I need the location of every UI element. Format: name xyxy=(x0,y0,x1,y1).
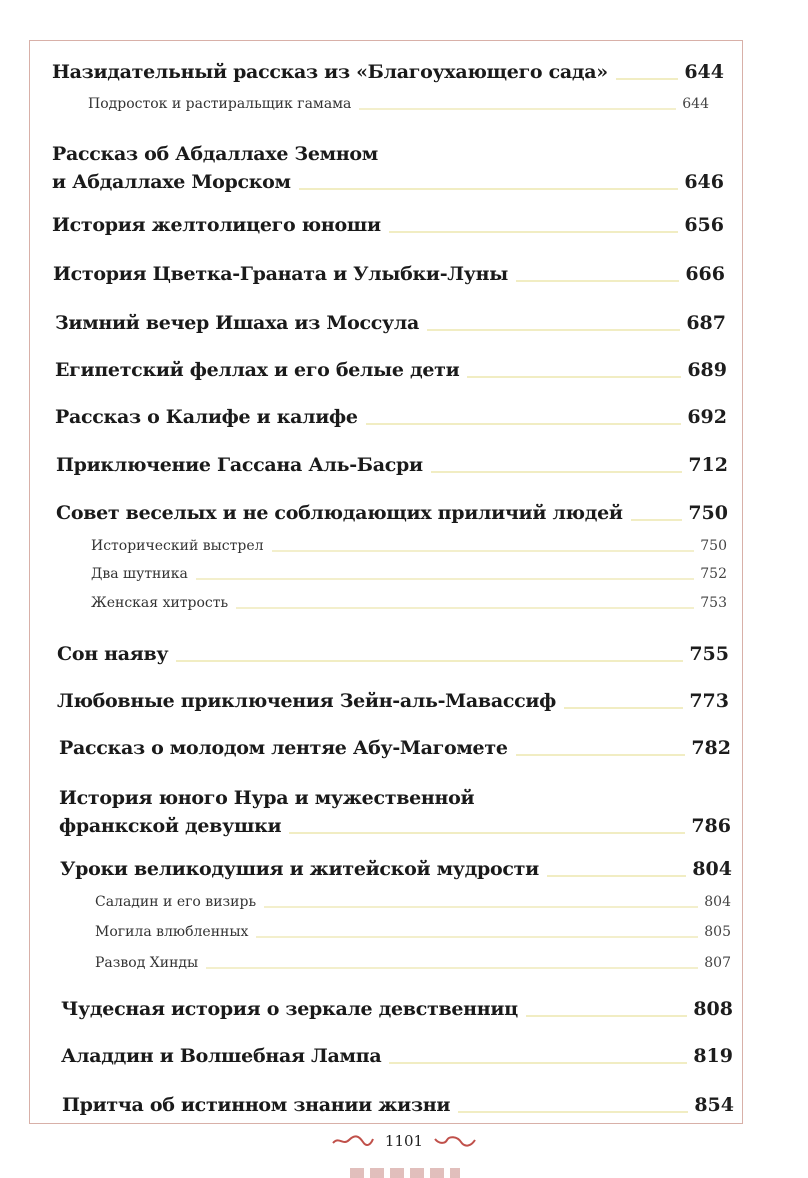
page-ref: 687 xyxy=(686,312,726,334)
page-ref: 750 xyxy=(688,502,728,524)
leader-line xyxy=(206,967,698,969)
leader-line xyxy=(616,78,678,80)
toc-title: Зимний вечер Ишаха из Моссула xyxy=(55,312,419,334)
leader-line xyxy=(236,607,694,609)
page-ref: 755 xyxy=(689,643,729,665)
toc-title: Подросток и растиральщик гамама xyxy=(88,96,352,112)
leader-line xyxy=(176,660,683,662)
page-ref: 805 xyxy=(704,924,731,940)
page-ref: 646 xyxy=(684,171,724,193)
leader-line xyxy=(196,578,694,580)
toc-title: Назидательный рассказ из «Благоухающего сада» xyxy=(52,61,608,83)
page-ref: 753 xyxy=(700,595,727,611)
toc-title: Сон наяву xyxy=(57,643,169,665)
page-ref: 807 xyxy=(704,955,731,971)
toc-title: Два шутника xyxy=(91,566,188,582)
toc-title: Приключение Гассана Аль-Басри xyxy=(56,454,423,476)
leader-line xyxy=(264,906,698,908)
page-ref: 804 xyxy=(692,858,732,880)
toc-title: Притча об истинном знании жизни xyxy=(62,1094,451,1116)
toc-title: История юного Нура и мужественной xyxy=(59,787,475,809)
toc-title: Аладдин и Волшебная Лампа xyxy=(61,1045,382,1067)
toc-title: Египетский феллах и его белые дети xyxy=(55,359,460,381)
toc-title: Рассказ об Абдаллахе Земном xyxy=(52,143,379,165)
next-page-bleed xyxy=(350,1168,460,1178)
leader-line xyxy=(299,188,679,190)
toc-title: История желтолицего юноши xyxy=(52,214,381,236)
toc-title: Совет веселых и не соблюдающих приличий людей xyxy=(56,502,623,524)
leader-line xyxy=(526,1015,687,1017)
page-ref: 804 xyxy=(704,894,731,910)
toc-title: франкской девушки xyxy=(59,815,282,837)
toc-title: Женская хитрость xyxy=(91,595,229,611)
leader-line xyxy=(631,519,683,521)
leader-line xyxy=(431,471,683,473)
page-ref: 752 xyxy=(700,566,727,582)
page-footer xyxy=(0,1128,808,1154)
toc-title: Любовные приключения Зейн-аль-Мавассиф xyxy=(57,690,557,712)
page-ref: 819 xyxy=(693,1045,733,1067)
page-ref: 854 xyxy=(694,1094,734,1116)
page-ref: 773 xyxy=(689,690,729,712)
toc-title: Исторический выстрел xyxy=(91,538,264,554)
toc-title: Уроки великодушия и житейской мудрости xyxy=(60,858,539,880)
page-ref: 644 xyxy=(682,96,709,112)
page-ref: 808 xyxy=(693,998,733,1020)
leader-line xyxy=(256,936,698,938)
leader-line xyxy=(516,280,679,282)
leader-line xyxy=(564,707,683,709)
toc-title: и Абдаллахе Морском xyxy=(52,171,291,193)
leader-line xyxy=(366,423,682,425)
leader-line xyxy=(289,832,685,834)
wave-ornament-icon xyxy=(433,1134,477,1148)
wave-ornament-icon xyxy=(331,1134,375,1148)
page-ref: 786 xyxy=(691,815,731,837)
leader-line xyxy=(458,1111,688,1113)
page-ref: 750 xyxy=(700,538,727,554)
leader-line xyxy=(359,108,676,110)
leader-line xyxy=(389,1062,687,1064)
toc-title: Саладин и его визирь xyxy=(95,894,257,910)
leader-line xyxy=(516,754,686,756)
toc-title: Рассказ о Калифе и калифе xyxy=(55,406,358,428)
toc-title: Могила влюбленных xyxy=(95,924,249,940)
toc-title: Развод Хинды xyxy=(95,955,199,971)
leader-line xyxy=(467,376,681,378)
leader-line xyxy=(389,231,679,233)
leader-line xyxy=(427,329,680,331)
page-ref: 689 xyxy=(687,359,727,381)
page-number: 1101 xyxy=(384,1132,424,1150)
page-ref: 666 xyxy=(685,263,725,285)
page-ref: 656 xyxy=(684,214,724,236)
leader-line xyxy=(272,550,695,552)
toc-title: История Цветка-Граната и Улыбки-Луны xyxy=(53,263,509,285)
page-ref: 712 xyxy=(688,454,728,476)
page-ref: 782 xyxy=(691,737,731,759)
leader-line xyxy=(547,875,686,877)
toc-title: Рассказ о молодом лентяе Абу-Магомете xyxy=(59,737,508,759)
page-ref: 644 xyxy=(684,61,724,83)
toc-title: Чудесная история о зеркале девственниц xyxy=(61,998,518,1020)
page-ref: 692 xyxy=(687,406,727,428)
